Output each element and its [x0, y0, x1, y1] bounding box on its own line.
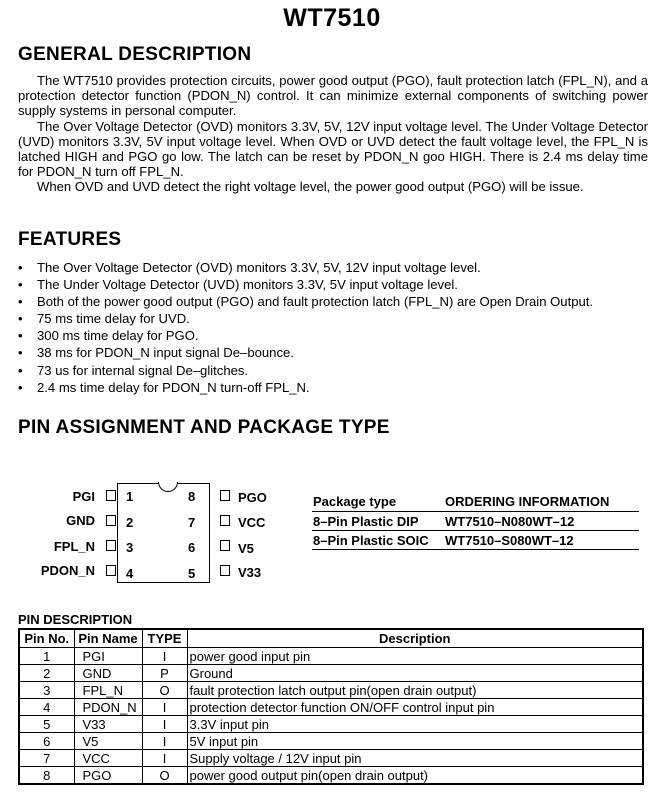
document-title: WT7510: [283, 4, 381, 32]
pin-name-cell: PGO: [74, 767, 142, 785]
pin-name-1: PGI: [72, 489, 95, 504]
pin-name-3: FPL_N: [53, 539, 95, 554]
pin-no-cell: 3: [19, 682, 74, 699]
pin-name-cell: V5: [74, 733, 142, 750]
pin-no-cell: 4: [19, 699, 74, 716]
general-paragraph: The Over Voltage Detector (OVD) monitors 3.3V, 5V, 12V input voltage level. The Under Voltage Detector (UVD) monitors 3.3V, 5V input voltage level. When OVD or UVD detect the fault voltage level, the FPL_N is latched HIGH and PGO go low. The latch can be reset by PDON_N goo HIGH. There is 2.4 ms delay time for PDON_N turn off FPL_N.: [18, 118, 648, 180]
feature-item: • 2.4 ms time delay for PDON_N turn-off FPL_N.: [18, 379, 648, 396]
pin-number-7: 7: [188, 515, 196, 530]
table-row: [19, 648, 643, 665]
table-row: [19, 665, 643, 682]
pin-description-heading: PIN DESCRIPTION: [18, 612, 133, 627]
features-heading: FEATURES: [18, 229, 122, 250]
column-header-pin-no: Pin No.: [19, 629, 74, 648]
ordering-package: 8–Pin Plastic SOIC: [313, 533, 429, 548]
pin-desc-cell: fault protection latch output pin(open drain output): [187, 682, 643, 699]
table-row: [19, 716, 643, 733]
column-header-pin-name: Pin Name: [74, 629, 142, 648]
table-row: [19, 733, 643, 750]
pin-type-cell: I: [142, 716, 187, 733]
general-paragraph: When OVD and UVD detect the right voltage level, the power good output (PGO) will be issue.: [37, 179, 584, 195]
pin-desc-cell: Ground: [187, 665, 643, 682]
pin-lead: [220, 540, 230, 551]
ordering-divider: [312, 511, 639, 512]
feature-item: • 75 ms time delay for UVD.: [18, 310, 648, 327]
ordering-divider: [312, 530, 639, 531]
pin-type-cell: I: [142, 750, 187, 767]
pin-name-7: VCC: [238, 515, 266, 530]
general-paragraph: The WT7510 provides protection circuits, power good output (PGO), fault protection latch (FPL_N), and a protection detector function (PDON_N) control. It can minimize external components of switching power supply systems in personal computer.: [18, 73, 648, 119]
features-list: [18, 259, 648, 396]
ordering-code: WT7510–N080WT–12: [445, 514, 575, 529]
pin-type-cell: O: [142, 682, 187, 699]
general-description-heading: GENERAL DESCRIPTION: [18, 44, 252, 65]
pin-name-cell: PGI: [74, 648, 142, 665]
pin-number-3: 3: [126, 540, 134, 555]
pin-name-8: PGO: [238, 490, 267, 505]
table-row: [19, 699, 643, 716]
pin-no-cell: 2: [19, 665, 74, 682]
pin-name-cell: GND: [74, 665, 142, 682]
feature-item: • 300 ms time delay for PGO.: [18, 327, 648, 344]
pin-number-6: 6: [188, 540, 196, 555]
pin-lead: [220, 565, 230, 576]
pin-description-table: [18, 628, 644, 785]
pin-lead: [220, 490, 230, 501]
feature-item: • The Under Voltage Detector (UVD) monitors 3.3V, 5V input voltage level.: [18, 276, 648, 293]
table-header-row: [19, 629, 643, 648]
pin-desc-cell: Supply voltage / 12V input pin: [187, 750, 643, 767]
pin-name-cell: PDON_N: [74, 699, 142, 716]
pin-lead: [220, 515, 230, 526]
ordering-header-info: ORDERING INFORMATION: [445, 494, 610, 509]
pin-no-cell: 5: [19, 716, 74, 733]
pin-type-cell: O: [142, 767, 187, 785]
feature-item: • Both of the power good output (PGO) and fault protection latch (FPL_N) are Open Drain Output.: [18, 293, 648, 310]
pin-desc-cell: protection detector function ON/OFF control input pin: [187, 699, 643, 716]
pin-no-cell: 6: [19, 733, 74, 750]
pin-number-8: 8: [188, 489, 196, 504]
pin-name-4: PDON_N: [40, 563, 95, 578]
ordering-code: WT7510–S080WT–12: [445, 533, 574, 548]
feature-item: • 73 us for internal signal De–glitches.: [18, 362, 648, 379]
ordering-package: 8–Pin Plastic DIP: [313, 514, 419, 529]
pin-number-2: 2: [126, 515, 134, 530]
pin-no-cell: 7: [19, 750, 74, 767]
pin-desc-cell: 3.3V input pin: [187, 716, 643, 733]
pin-number-1: 1: [126, 489, 134, 504]
pin-number-5: 5: [188, 566, 196, 581]
pin-name-2: GND: [66, 513, 95, 528]
pin-name-cell: V33: [74, 716, 142, 733]
ordering-header-package: Package type: [313, 494, 397, 509]
pin-lead: [106, 540, 116, 551]
pin-desc-cell: power good input pin: [187, 648, 643, 665]
pin-type-cell: I: [142, 648, 187, 665]
general-description-body: [18, 73, 648, 195]
feature-item: • The Over Voltage Detector (OVD) monitors 3.3V, 5V, 12V input voltage level.: [18, 259, 648, 276]
pin-desc-cell: 5V input pin: [187, 733, 643, 750]
table-row: [19, 750, 643, 767]
column-header-type: TYPE: [142, 629, 187, 648]
table-row: [19, 682, 643, 699]
column-header-description: Description: [187, 629, 643, 648]
pin-type-cell: I: [142, 699, 187, 716]
pin-lead: [106, 565, 116, 576]
pin-type-cell: I: [142, 733, 187, 750]
pin-name-cell: VCC: [74, 750, 142, 767]
pin-lead: [106, 515, 116, 526]
pin-name-6: V5: [238, 541, 254, 556]
table-row: [19, 767, 643, 785]
pin-name-5: V33: [238, 565, 262, 580]
pin-no-cell: 1: [19, 648, 74, 665]
pin-type-cell: P: [142, 665, 187, 682]
pin-name-cell: FPL_N: [74, 682, 142, 699]
pin-lead: [106, 490, 116, 501]
feature-item: • 38 ms for PDON_N input signal De–bounce.: [18, 344, 648, 361]
ordering-divider: [312, 549, 639, 550]
pin-desc-cell: power good output pin(open drain output): [187, 767, 643, 785]
pin-no-cell: 8: [19, 767, 74, 785]
pin-assignment-heading: PIN ASSIGNMENT AND PACKAGE TYPE: [18, 417, 390, 438]
pin-number-4: 4: [126, 566, 134, 581]
